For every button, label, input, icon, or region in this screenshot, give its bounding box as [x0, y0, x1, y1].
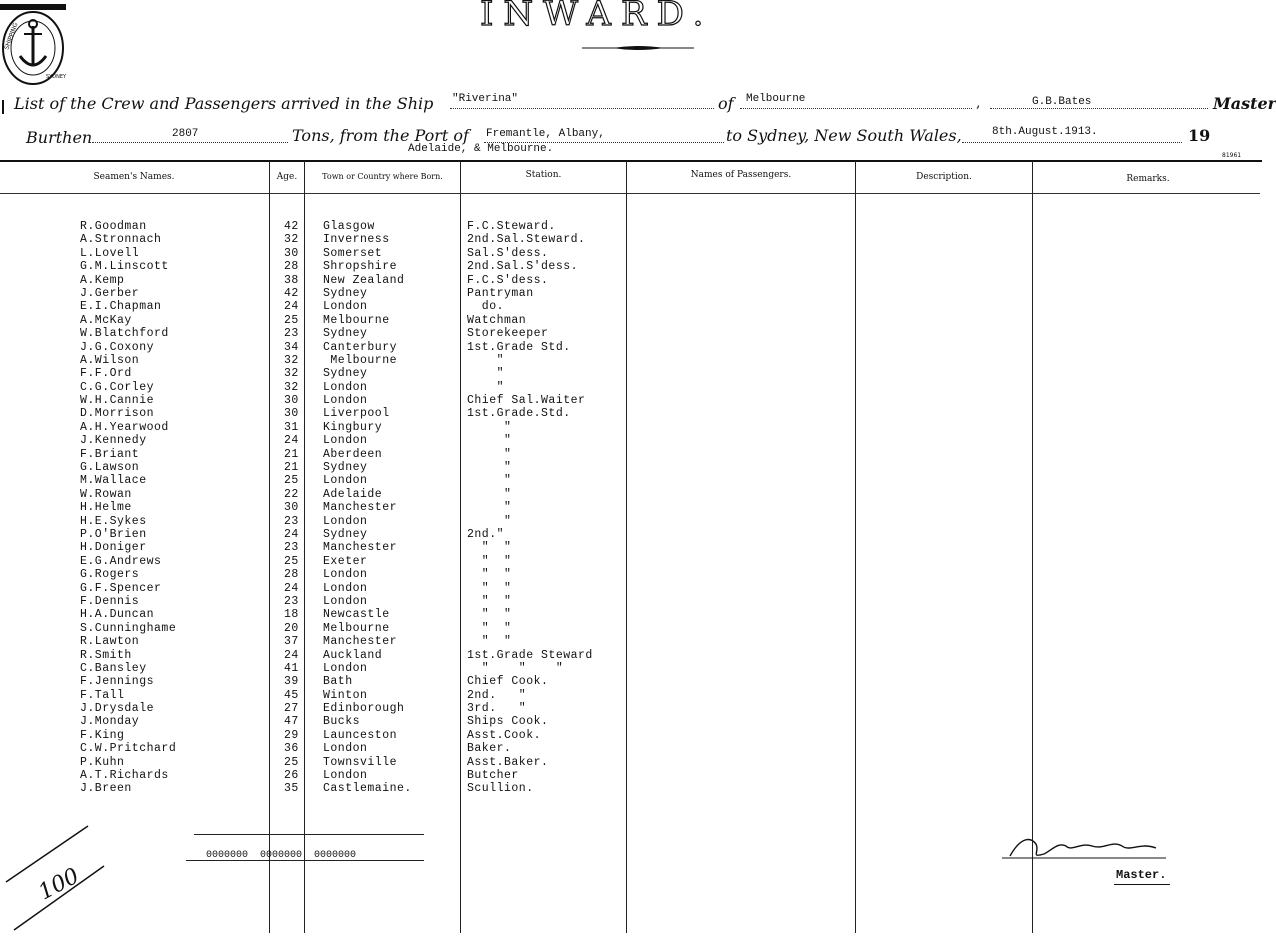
crew-name: G.F.Spencer — [80, 581, 162, 595]
crew-station: Asst.Baker. — [467, 755, 549, 769]
document-title: INWARD. — [480, 0, 714, 34]
col-header-born: Town or Country where Born. — [322, 172, 443, 181]
crew-born: Shropshire — [323, 260, 398, 274]
crew-born: London — [323, 581, 368, 595]
col-line-description-right — [1032, 161, 1033, 933]
crew-age: 24 — [284, 434, 299, 448]
crew-born: Bucks — [323, 715, 361, 729]
tons-label: Tons, from the Port of — [292, 126, 469, 145]
crew-name: J.G.Coxony — [80, 340, 155, 354]
crew-age: 23 — [284, 327, 299, 341]
crew-born: Melbourne — [323, 313, 390, 327]
crew-name: A.Kemp — [80, 273, 125, 287]
crew-born: London — [323, 769, 368, 783]
crew-name: L.Lovell — [80, 246, 140, 260]
crew-born: Sydney — [323, 367, 368, 381]
crew-born: Kingbury — [323, 420, 383, 434]
crew-born: Sydney — [323, 461, 368, 475]
crew-station: " " — [467, 554, 512, 568]
crew-name: R.Goodman — [80, 220, 147, 233]
crew-age: 30 — [284, 407, 299, 421]
crew-age: 25 — [284, 474, 299, 488]
of-label: of — [718, 94, 734, 113]
signature-title: Master. — [1116, 868, 1167, 882]
crew-name: A.Stronnach — [80, 233, 162, 247]
crew-born: London — [323, 434, 368, 448]
crew-born: Adelaide — [323, 487, 383, 501]
crew-born: Glasgow — [323, 220, 375, 233]
crew-name: G.Lawson — [80, 461, 140, 475]
crew-born: London — [323, 300, 368, 314]
crew-born: Manchester — [323, 635, 398, 649]
crew-born: Bath — [323, 675, 353, 689]
crew-born: Winton — [323, 688, 368, 702]
crew-age: 24 — [284, 300, 299, 314]
crew-name: W.H.Cannie — [80, 394, 155, 408]
home-port-dots — [740, 108, 972, 109]
burthen-label: Burthen — [26, 128, 93, 147]
crew-name: J.Kennedy — [80, 434, 147, 448]
crew-station: " — [467, 474, 512, 488]
crew-born: Aberdeen — [323, 447, 383, 461]
crew-name: R.Smith — [80, 648, 132, 662]
crew-name: A.McKay — [80, 313, 132, 327]
header-bottom-rule — [0, 193, 1260, 194]
crew-station: " — [467, 501, 512, 515]
crew-born: New Zealand — [323, 273, 405, 287]
crew-born: London — [323, 380, 368, 394]
crew-station: Sal.S'dess. — [467, 246, 549, 260]
col-header-description: Description. — [916, 172, 972, 182]
crew-name: F.King — [80, 728, 125, 742]
crew-name: G.M.Linscott — [80, 260, 169, 274]
crew-station: Asst.Cook. — [467, 728, 542, 742]
crew-station: 1st.Grade Steward — [467, 648, 593, 662]
crew-name: J.Drysdale — [80, 702, 155, 716]
crew-ages-column — [284, 220, 299, 796]
crew-age: 25 — [284, 755, 299, 769]
anchor-seal-logo — [0, 4, 66, 84]
crew-name: F.F.Ord — [80, 367, 132, 381]
crew-age: 31 — [284, 420, 299, 434]
crew-age: 28 — [284, 260, 299, 274]
col-line-passengers-right — [855, 161, 856, 933]
crew-age: 24 — [284, 581, 299, 595]
crew-born: Launceston — [323, 728, 398, 742]
crew-born: Sydney — [323, 527, 368, 541]
crew-station: " — [467, 353, 505, 367]
table-top-rule — [0, 160, 1262, 162]
crew-name: W.Rowan — [80, 487, 132, 501]
crew-station: 1st.Grade Std. — [467, 340, 571, 354]
crew-name: R.Lawton — [80, 635, 140, 649]
crew-age: 39 — [284, 675, 299, 689]
crew-age: 30 — [284, 246, 299, 260]
crew-age: 21 — [284, 447, 299, 461]
date-dots — [962, 142, 1182, 143]
crew-station: 2nd.Sal.Steward. — [467, 233, 586, 247]
totals-rule-top — [194, 834, 424, 835]
signature-underline — [1114, 884, 1170, 885]
crew-station: " " " — [467, 661, 564, 675]
crew-age: 34 — [284, 340, 299, 354]
crew-station: F.C.S'dess. — [467, 273, 549, 287]
crew-name: E.G.Andrews — [80, 554, 162, 568]
master-name-dots — [990, 108, 1208, 109]
col-line-age-left — [269, 161, 270, 933]
col-header-remarks: Remarks. — [1126, 174, 1170, 184]
crew-station: " — [467, 487, 512, 501]
crew-age: 25 — [284, 554, 299, 568]
crew-age: 23 — [284, 514, 299, 528]
crew-station: " — [467, 434, 512, 448]
crew-station: Chief Sal.Waiter — [467, 394, 586, 408]
crew-born: Sydney — [323, 327, 368, 341]
crew-station: F.C.Steward. — [467, 220, 556, 233]
crew-age: 24 — [284, 648, 299, 662]
crew-station: Storekeeper — [467, 327, 549, 341]
crew-name: P.O'Brien — [80, 527, 147, 541]
crew-name: J.Breen — [80, 782, 132, 796]
crew-name: W.Blatchford — [80, 327, 169, 341]
crew-born: Manchester — [323, 541, 398, 555]
crew-age: 18 — [284, 608, 299, 622]
crew-station: Scullion. — [467, 782, 534, 796]
crew-station: Chief Cook. — [467, 675, 549, 689]
crew-name: C.G.Corley — [80, 380, 155, 394]
crew-station: " — [467, 514, 512, 528]
crew-born: London — [323, 568, 368, 582]
year-label: 19 — [1188, 126, 1211, 145]
comma-mark: , — [976, 95, 981, 111]
crew-station: Watchman — [467, 313, 527, 327]
crew-born: Liverpool — [323, 407, 390, 421]
crew-name: H.Doniger — [80, 541, 147, 555]
crew-born: Manchester — [323, 501, 398, 515]
col-header-seamen: Seamen's Names. — [93, 172, 175, 182]
crew-station: 2nd." — [467, 527, 505, 541]
crew-name: F.Jennings — [80, 675, 155, 689]
crew-age: 21 — [284, 461, 299, 475]
svg-text:SHIPPING: SHIPPING — [3, 21, 20, 51]
crew-station: Butcher — [467, 769, 519, 783]
crew-station: 2nd. " — [467, 688, 527, 702]
crew-born: Melbourne — [323, 353, 398, 367]
crew-born: London — [323, 394, 368, 408]
master-name-field: G.B.Bates — [1032, 96, 1092, 108]
totals-marks: 0000000 0000000 0000000 — [206, 850, 357, 861]
crew-names-column — [80, 220, 176, 796]
col-header-passengers: Names of Passengers. — [690, 170, 792, 180]
ship-name-dots — [450, 108, 714, 109]
crew-age: 23 — [284, 541, 299, 555]
master-label: Master — [1213, 94, 1276, 113]
crew-name: F.Tall — [80, 688, 125, 702]
col-header-station: Station. — [525, 170, 562, 180]
crew-age: 29 — [284, 728, 299, 742]
crew-age: 27 — [284, 702, 299, 716]
crew-station-column — [467, 220, 593, 796]
crew-age: 22 — [284, 487, 299, 501]
crew-born: Canterbury — [323, 340, 398, 354]
crew-name: A.T.Richards — [80, 769, 169, 783]
crew-age: 35 — [284, 782, 299, 796]
crew-born: Newcastle — [323, 608, 390, 622]
crew-station: Pantryman — [467, 286, 534, 300]
crew-born-column — [323, 220, 412, 796]
crew-name: F.Dennis — [80, 594, 140, 608]
col-line-age-right — [304, 161, 305, 933]
crew-name: P.Kuhn — [80, 755, 125, 769]
crew-born: Auckland — [323, 648, 383, 662]
crew-station: Baker. — [467, 742, 512, 756]
crew-name: C.Bansley — [80, 661, 147, 675]
crew-born: Edinborough — [323, 702, 405, 716]
crew-born: London — [323, 594, 368, 608]
crew-age: 37 — [284, 635, 299, 649]
crew-name: A.H.Yearwood — [80, 420, 169, 434]
crew-name: F.Briant — [80, 447, 140, 461]
crew-born: Inverness — [323, 233, 390, 247]
crew-age: 36 — [284, 742, 299, 756]
from-port-field: Fremantle, Albany, — [486, 128, 605, 140]
date-field: 8th.August.1913. — [992, 126, 1098, 138]
left-margin-mark — [2, 100, 4, 114]
crew-age: 38 — [284, 273, 299, 287]
home-port-field: Melbourne — [746, 93, 806, 105]
col-line-born-right — [460, 161, 461, 933]
crew-born: Townsville — [323, 755, 398, 769]
crew-age: 23 — [284, 594, 299, 608]
crew-station: do. — [467, 300, 505, 314]
crew-station: 3rd. " — [467, 702, 527, 716]
crew-name: D.Morrison — [80, 407, 155, 421]
svg-text:SYDNEY: SYDNEY — [46, 74, 67, 80]
crew-station: " " — [467, 635, 512, 649]
list-label: List of the Crew and Passengers arrived in the Ship — [14, 94, 434, 113]
crew-born: Melbourne — [323, 621, 390, 635]
crew-station: 2nd.Sal.S'dess. — [467, 260, 579, 274]
col-line-station-right — [626, 161, 627, 933]
crew-station: " — [467, 447, 512, 461]
ship-name-field: "Riverina" — [452, 93, 519, 105]
crew-born: London — [323, 474, 368, 488]
form-number: 81961 — [1222, 152, 1242, 159]
crew-born: Exeter — [323, 554, 368, 568]
from-port-field-2: Adelaide, & Melbourne. — [408, 143, 554, 155]
crew-name: G.Rogers — [80, 568, 140, 582]
crew-name: S.Cunninghame — [80, 621, 177, 635]
crew-name: J.Monday — [80, 715, 140, 729]
crew-name: C.W.Pritchard — [80, 742, 177, 756]
crew-station: " " — [467, 568, 512, 582]
crew-born: London — [323, 742, 368, 756]
count-annotation: 100 — [34, 863, 84, 906]
crew-station: " — [467, 420, 512, 434]
crew-age: 30 — [284, 394, 299, 408]
crew-name: J.Gerber — [80, 286, 140, 300]
crew-name: E.I.Chapman — [80, 300, 162, 314]
crew-born: Castlemaine. — [323, 782, 412, 796]
crew-name: H.Helme — [80, 501, 132, 515]
crew-age: 32 — [284, 367, 299, 381]
crew-name: A.Wilson — [80, 353, 140, 367]
crew-station: " — [467, 380, 505, 394]
crew-age: 32 — [284, 380, 299, 394]
crew-born: Sydney — [323, 286, 368, 300]
crew-name: H.E.Sykes — [80, 514, 147, 528]
master-signature — [1030, 838, 1129, 857]
crew-station: " — [467, 367, 505, 381]
crew-age: 30 — [284, 501, 299, 515]
crew-station: 1st.Grade.Std. — [467, 407, 571, 421]
crew-station: " " — [467, 541, 512, 555]
crew-station: " " — [467, 621, 512, 635]
crew-age: 25 — [284, 313, 299, 327]
crew-age: 20 — [284, 621, 299, 635]
crew-station: " " — [467, 594, 512, 608]
crew-age: 26 — [284, 769, 299, 783]
crew-age: 32 — [284, 353, 299, 367]
title-ornament — [582, 38, 694, 44]
crew-born: Somerset — [323, 246, 383, 260]
burthen-value: 2807 — [172, 128, 199, 140]
crew-born: London — [323, 661, 368, 675]
to-label: to Sydney, New South Wales, — [726, 126, 962, 145]
crew-station: " " — [467, 608, 512, 622]
crew-age: 42 — [284, 220, 299, 233]
col-header-age: Age. — [276, 172, 298, 182]
crew-age: 28 — [284, 568, 299, 582]
crew-age: 45 — [284, 688, 299, 702]
crew-name: H.A.Duncan — [80, 608, 155, 622]
crew-age: 41 — [284, 661, 299, 675]
crew-station: Ships Cook. — [467, 715, 549, 729]
crew-age: 47 — [284, 715, 299, 729]
crew-name: M.Wallace — [80, 474, 147, 488]
crew-station: " " — [467, 581, 512, 595]
crew-born: London — [323, 514, 368, 528]
crew-station: " — [467, 461, 512, 475]
crew-age: 32 — [284, 233, 299, 247]
crew-age: 42 — [284, 286, 299, 300]
burthen-dots — [92, 142, 288, 143]
crew-age: 24 — [284, 527, 299, 541]
